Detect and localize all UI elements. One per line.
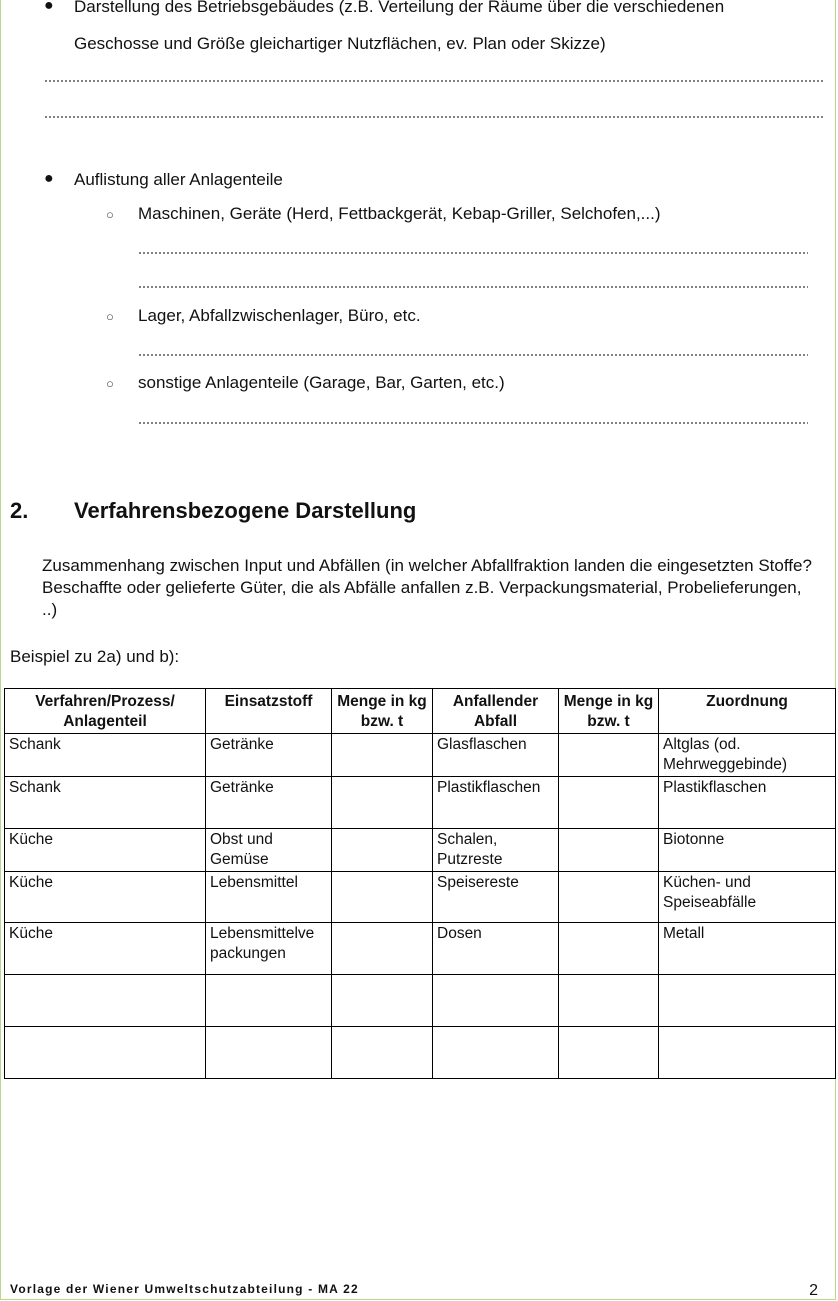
bullet-text-building-line1: Darstellung des Betriebsgebäudes (z.B. Verteilung der Räume über die verschiedenen — [74, 0, 725, 16]
fill-in-line[interactable] — [138, 286, 808, 288]
table-cell[interactable] — [559, 923, 659, 975]
table-cell[interactable] — [559, 975, 659, 1027]
table-cell[interactable]: Getränke — [206, 734, 332, 777]
section-number: 2. — [10, 498, 29, 523]
table-row — [5, 923, 836, 975]
bullet-text-building-line2: Geschosse und Größe gleichartiger Nutzflächen, ev. Plan oder Skizze) — [74, 34, 606, 53]
process-table — [4, 688, 836, 1079]
footer-text: Vorlage der Wiener Umweltschutzabteilung - MA 22 — [10, 1282, 359, 1296]
example-label: Beispiel zu 2a) und b): — [10, 647, 180, 666]
circle-bullet-icon: ○ — [106, 376, 114, 391]
table-cell[interactable]: Biotonne — [659, 829, 836, 872]
table-cell[interactable] — [332, 734, 433, 777]
table-cell[interactable]: Küche — [5, 923, 206, 975]
table-cell[interactable] — [559, 1027, 659, 1079]
table-cell[interactable]: Glasflaschen — [433, 734, 559, 777]
table-row — [5, 777, 836, 829]
table-cell[interactable]: Dosen — [433, 923, 559, 975]
table-cell[interactable] — [5, 975, 206, 1027]
table-cell[interactable] — [332, 872, 433, 923]
fill-in-line[interactable] — [44, 80, 824, 82]
table-header-row — [5, 689, 836, 734]
section-paragraph: Zusammenhang zwischen Input und Abfällen (in welcher Abfallfraktion landen die eingesetzten Stoffe? Beschaffte oder gelieferte Güter, die als Abfälle anfallen z.B. Verpackungsmaterial, Probelieferungen, ..) — [42, 556, 812, 619]
table-cell[interactable]: Küchen- und Speiseabfälle — [659, 872, 836, 923]
table-cell[interactable] — [559, 777, 659, 829]
table-cell[interactable]: Lebensmittel — [206, 872, 332, 923]
table-row — [5, 975, 836, 1027]
column-header: Menge in kg bzw. t — [332, 689, 433, 734]
table-cell[interactable] — [206, 975, 332, 1027]
table-cell[interactable]: Plastikflaschen — [659, 777, 836, 829]
table-cell[interactable]: Metall — [659, 923, 836, 975]
table-cell[interactable]: Speisereste — [433, 872, 559, 923]
table-cell[interactable]: Getränke — [206, 777, 332, 829]
table-cell[interactable] — [332, 777, 433, 829]
table-cell[interactable]: Lebensmittelve packungen — [206, 923, 332, 975]
sub-item-machines: Maschinen, Geräte (Herd, Fettbackgerät, Kebap-Griller, Selchofen,...) — [138, 204, 661, 223]
table-cell[interactable] — [206, 1027, 332, 1079]
page-number: 2 — [809, 1282, 818, 1299]
column-header: Verfahren/Prozess/ Anlagenteil — [5, 689, 206, 734]
table-cell[interactable]: Schank — [5, 734, 206, 777]
bullet-text-components: Auflistung aller Anlagenteile — [74, 170, 283, 189]
table-cell[interactable] — [559, 872, 659, 923]
table-cell[interactable]: Küche — [5, 829, 206, 872]
column-header: Einsatzstoff — [206, 689, 332, 734]
fill-in-line[interactable] — [138, 354, 808, 356]
table-cell[interactable]: Plastikflaschen — [433, 777, 559, 829]
table-cell[interactable] — [559, 734, 659, 777]
table-row — [5, 1027, 836, 1079]
table-cell[interactable] — [332, 829, 433, 872]
sub-item-other: sonstige Anlagenteile (Garage, Bar, Garten, etc.) — [138, 373, 505, 392]
table-cell[interactable] — [332, 1027, 433, 1079]
circle-bullet-icon: ○ — [106, 309, 114, 324]
bullet-dot: ● — [44, 170, 54, 187]
column-header: Anfallender Abfall — [433, 689, 559, 734]
section-title: Verfahrensbezogene Darstellung — [74, 498, 417, 523]
table-cell[interactable] — [433, 975, 559, 1027]
table-cell[interactable] — [5, 1027, 206, 1079]
circle-bullet-icon: ○ — [106, 207, 114, 222]
fill-in-line[interactable] — [44, 116, 824, 118]
fill-in-line[interactable] — [138, 252, 808, 254]
bullet-dot: ● — [44, 0, 54, 14]
table-cell[interactable] — [332, 923, 433, 975]
table-row — [5, 872, 836, 923]
table-cell[interactable] — [659, 1027, 836, 1079]
sub-item-storage: Lager, Abfallzwischenlager, Büro, etc. — [138, 306, 421, 325]
table-cell[interactable]: Altglas (od. Mehrweggebinde) — [659, 734, 836, 777]
fill-in-line[interactable] — [138, 422, 808, 424]
table-cell[interactable] — [559, 829, 659, 872]
column-header: Zuordnung — [659, 689, 836, 734]
table-cell[interactable] — [332, 975, 433, 1027]
table-cell[interactable] — [433, 1027, 559, 1079]
table-cell[interactable]: Küche — [5, 872, 206, 923]
table-cell[interactable] — [659, 975, 836, 1027]
table-cell[interactable]: Schalen, Putzreste — [433, 829, 559, 872]
table-row — [5, 734, 836, 777]
table-cell[interactable]: Schank — [5, 777, 206, 829]
table-cell[interactable]: Obst und Gemüse — [206, 829, 332, 872]
table-row — [5, 829, 836, 872]
column-header: Menge in kg bzw. t — [559, 689, 659, 734]
